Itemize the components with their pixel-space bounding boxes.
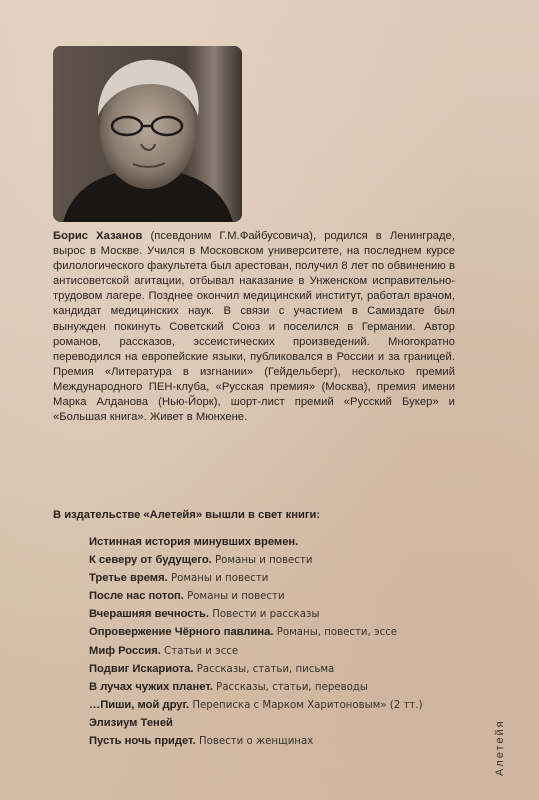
book-title: Подвиг Искариота. [89,662,194,675]
book-title: В лучах чужих планет. [89,680,213,693]
biography-text: (псевдоним Г.М.Файбусовича), родился в Ленинграде, вырос в Москве. Учился в Московском университете, на последнем курсе филологического факультета был арестован, получил 8 лет по обвинению в антисоветской агитации, отбывал наказание в Унженском исправительно-трудовом лагере. Позднее окончил медицинский институт, работал врачом, кандидат медицинских наук. В связи с участием в Самиздате был вынужден покинуть Советский Союз и поселился в Германии. Автор романов, рассказов, эссеистических произведений. Многократно переводился на европейские языки, публиковался в России и за границей. Премия «Литература в изгнании» (Гейдельберг), несколько премий Международного ПЕН-клуба, «Русская премия» (Москва), премия имени Марка Алданова (Нью-Йорк), шорт-лист премий «Русский Букер» и «Большая книга». Живет в Мюнхене. [53,230,455,424]
book-item [89,533,469,551]
book-list [89,533,469,750]
book-item [89,551,469,569]
book-title: После нас потоп. [89,590,184,603]
book-subtitle: Романы и повести [167,573,269,585]
author-biography [53,229,455,425]
author-portrait-image [53,46,242,222]
publications-heading: В издательстве «Алетейя» вышли в свет книги: [53,509,321,521]
book-item [89,605,469,623]
author-photo [53,46,242,222]
book-subtitle: Повести о женщинах [195,736,314,748]
book-item [89,696,469,714]
book-title: …Пиши, мой друг. [89,698,190,711]
book-subtitle: Романы и повести [183,591,285,603]
book-item [89,623,469,641]
book-title: Вчерашняя вечность. [89,608,209,621]
book-subtitle: Повести и рассказы [208,609,320,621]
book-item [89,660,469,678]
book-subtitle: Романы, повести, эссе [273,627,398,639]
book-title: Миф Россия. [89,644,161,657]
book-title: К северу от будущего. [89,554,212,567]
book-subtitle: Статьи и эссе [160,645,239,657]
book-title: Пусть ночь придет. [89,735,196,748]
book-item [89,732,469,750]
book-subtitle: Переписка с Марком Харитоновым» (2 тт.) [189,699,423,711]
book-title: Опровержение Чёрного павлина. [89,626,274,639]
book-item [89,678,469,696]
book-subtitle: Рассказы, статьи, переводы [212,681,368,693]
book-title: Элизиум Теней [89,716,173,729]
book-subtitle: Рассказы, статьи, письма [193,663,335,675]
spine-publisher-text: Алетейя [494,719,506,776]
book-title: Истинная история минувших времен. [89,536,299,548]
book-subtitle: Романы и повести [211,555,313,567]
author-name: Борис Хазанов [53,230,143,242]
book-title: Третье время. [89,572,168,585]
book-item [89,642,469,660]
book-item [89,587,469,605]
book-item [89,714,469,732]
book-item [89,569,469,587]
